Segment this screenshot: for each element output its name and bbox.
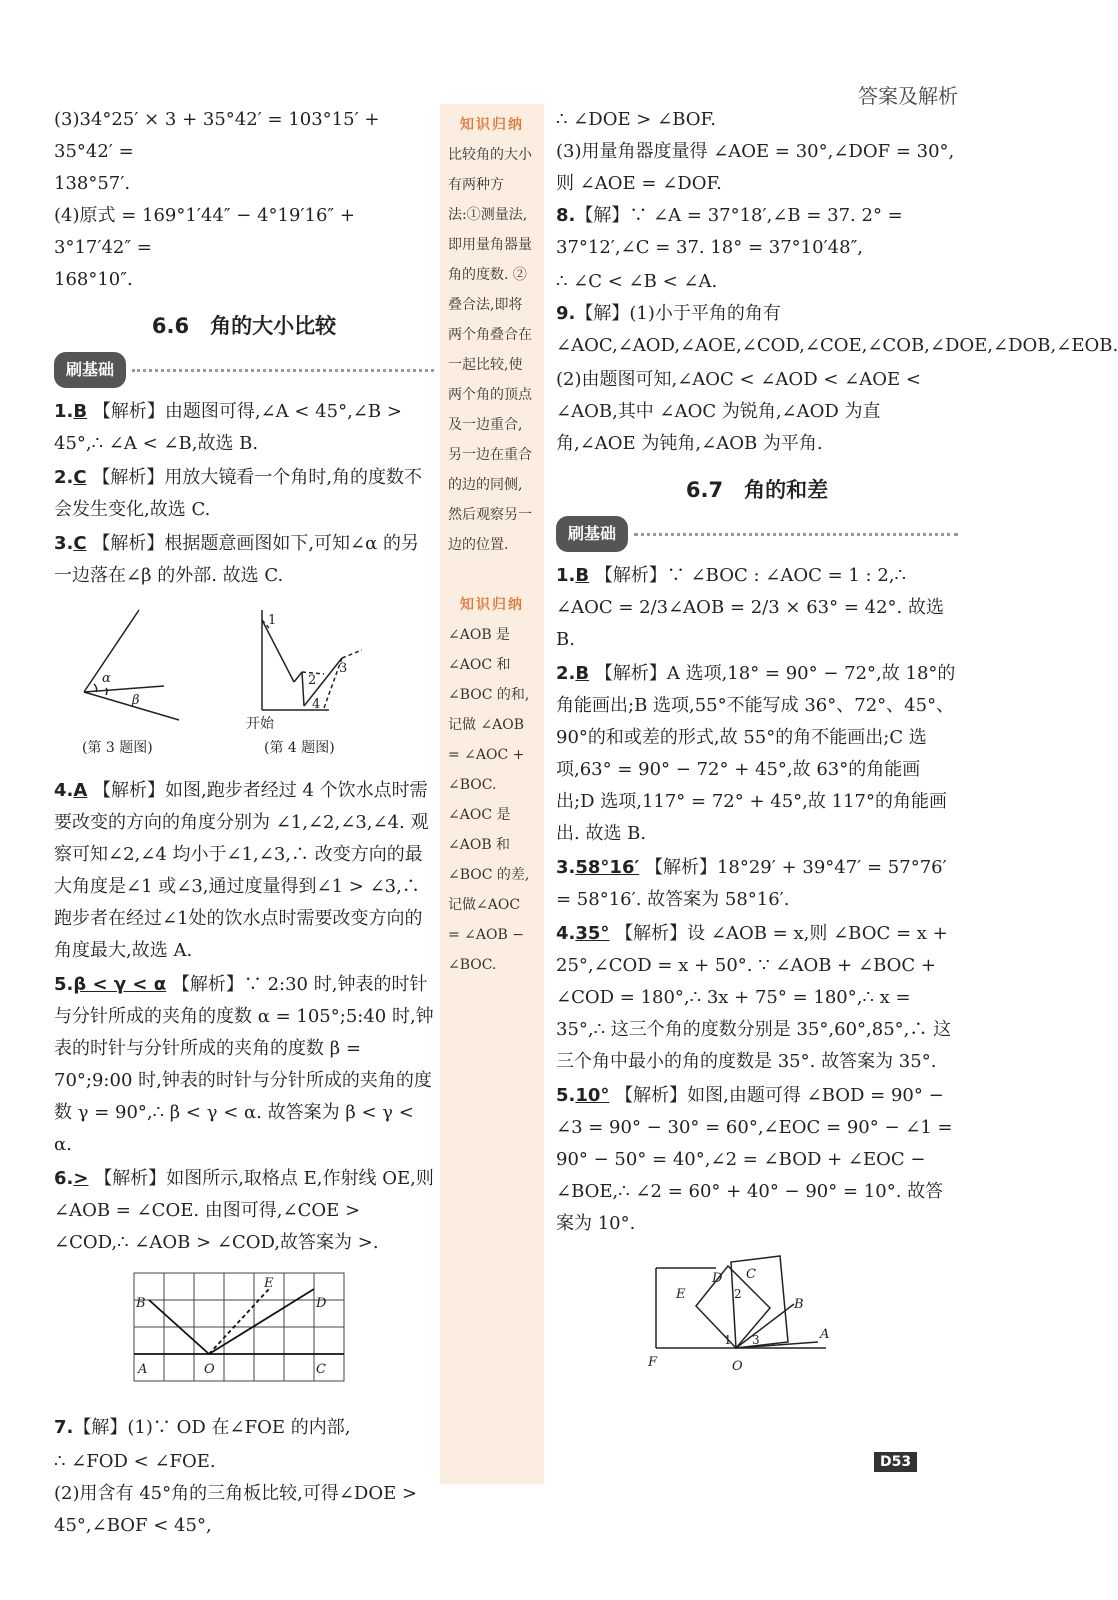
right-column bbox=[556, 104, 1118, 1395]
svg-text:D: D bbox=[712, 1271, 723, 1286]
caption-4: (第 4 题图) bbox=[264, 740, 335, 756]
left-column bbox=[54, 104, 434, 1542]
section-badge bbox=[556, 516, 958, 552]
svg-text:A: A bbox=[820, 1327, 830, 1342]
line: ∴ ∠FOD < ∠FOE. bbox=[54, 1451, 216, 1472]
svg-text:E: E bbox=[676, 1287, 686, 1302]
question-5: 5.β < γ < α 【解析】∵ 2:30 时,钟表的时针与分针所成的夹角的度数 α = 105°;5:40 时,钟表的时针与分针所成的夹角的度数 β = 70°;9:00 时,钟表的时针与分针所成的夹角的度数 γ = 90°,∴ β < γ < α. 故答案为 β < γ < α. bbox=[54, 974, 434, 1155]
figure-6-grid bbox=[54, 1267, 434, 1395]
question-1: 1.B 【解析】由题图可得,∠A < 45°,∠B > 45°,∴ ∠A < ∠B,故选 B. bbox=[54, 401, 402, 454]
line: ∴ ∠DOE > ∠BOF. bbox=[556, 109, 716, 130]
line: (3)用量角器度量得 ∠AOE = 30°,∠DOF = 30°,则 ∠AOE = ∠DOF. bbox=[556, 141, 955, 194]
question-s1: 1.B 【解析】∵ ∠BOC : ∠AOC = 1 : 2,∴ ∠AOC = 2/3∠AOB = 2/3 × 63° = 42°. 故选 B. bbox=[556, 565, 944, 650]
question-9: 9.【解】(1)小于平角的角有 ∠AOC,∠AOD,∠AOE,∠COD,∠COE,∠COB,∠DOE,∠DOB,∠EOB. bbox=[556, 303, 1118, 356]
svg-text:A: A bbox=[138, 1362, 148, 1377]
question-s2: 2.B 【解析】A 选项,18° = 90° − 72°,故 18°的角能画出;B 选项,55°不能写成 36°、72°、45°、90°的和或差的形式,故 55°的角不能画出;C 选项,63° = 90° − 72° + 45°,故 63°的角能画出;D 选项,117° = 72° + 45°,故 117°的角能画出. 故选 B. bbox=[556, 663, 956, 844]
start-label: 开始 bbox=[246, 716, 274, 732]
svg-text:4: 4 bbox=[312, 697, 321, 712]
svg-text:1: 1 bbox=[724, 1333, 732, 1347]
question-7: 7.【解】(1)∵ OD 在∠FOE 的内部, bbox=[54, 1417, 351, 1438]
question-4: 4.A 【解析】如图,跑步者经过 4 个饮水点时需要改变的方向的角度分别为 ∠1,∠2,∠3,∠4. 观察可知∠2,∠4 均小于∠1,∠3,∴ 改变方向的最大角度是∠1 或∠3,通过度量得到∠1 > ∠3,∴ 跑步者在经过∠1处的饮水点时需要改变方向的角度最大,故选 A. bbox=[54, 780, 429, 961]
line: (3)34°25′ × 3 + 35°42′ = 103°15′ + 35°42′ = bbox=[54, 109, 380, 162]
svg-text:O: O bbox=[204, 1362, 215, 1377]
knowledge-sidebar bbox=[440, 104, 544, 1484]
svg-text:O: O bbox=[732, 1359, 743, 1374]
badge-label: 刷基础 bbox=[54, 352, 126, 388]
page-number: D53 bbox=[874, 1452, 917, 1472]
page-header: 答案及解析 bbox=[858, 84, 958, 108]
sidebar-title: 知识归纳 bbox=[460, 117, 524, 133]
figure-s5 bbox=[556, 1248, 956, 1378]
section-title: 6.7 角的和差 bbox=[685, 478, 829, 502]
line: (2)由题图可知,∠AOC < ∠AOD < ∠AOE < ∠AOB,其中 ∠AOC 为锐角,∠AOD 为直角,∠AOE 为钝角,∠AOB 为平角. bbox=[556, 369, 921, 454]
line: (4)原式 = 169°1′44″ − 4°19′16″ + 3°17′42″ = bbox=[54, 205, 355, 258]
line: (2)用含有 45°角的三角板比较,可得∠DOE > 45°,∠BOF < 45°, bbox=[54, 1483, 418, 1536]
svg-text:2: 2 bbox=[308, 673, 317, 688]
question-s4: 4.35° 【解析】设 ∠AOB = x,则 ∠BOC = x + 25°,∠COD = x + 50°. ∵ ∠AOB + ∠BOC + ∠COD = 180°,∴ 3x + 75° = 180°,∴ x = 35°,∴ 这三个角的度数分别是 35°,60°,85°,∴ 这三个角中最小的角的度数是 35°. 故答案为 35°. bbox=[556, 923, 952, 1072]
sidebar-text: ∠AOB 是∠AOC 和 ∠BOC 的和,记做 ∠AOB = ∠AOC + ∠BOC. ∠AOC 是 ∠AOB 和 ∠BOC 的差,记做∠AOC = ∠AOB − ∠BOC. bbox=[448, 627, 530, 973]
svg-text:B: B bbox=[136, 1296, 146, 1311]
line: 168°10″. bbox=[54, 269, 133, 290]
svg-text:1: 1 bbox=[268, 613, 277, 628]
svg-text:D: D bbox=[316, 1296, 327, 1311]
svg-text:C: C bbox=[316, 1362, 326, 1377]
svg-text:β: β bbox=[132, 693, 140, 708]
svg-text:3: 3 bbox=[752, 1333, 760, 1347]
sidebar-title: 知识归纳 bbox=[460, 597, 524, 613]
figure-3-4 bbox=[54, 600, 434, 758]
line: ∴ ∠C < ∠B < ∠A. bbox=[556, 271, 718, 292]
svg-text:C: C bbox=[746, 1267, 756, 1282]
sidebar-text: 比较角的大小有两种方法:①测量法,即用量角器量角的度数. ②叠合法,即将两个角叠合在一起比较,使两个角的顶点及一边重合,另一边在重合的边的同侧,然后观察另一边的位置. bbox=[448, 147, 532, 553]
svg-text:B: B bbox=[794, 1297, 804, 1312]
svg-text:2: 2 bbox=[734, 1287, 742, 1301]
question-6: 6.> 【解析】如图所示,取格点 E,作射线 OE,则 ∠AOB = ∠COE. 由图可得,∠COE > ∠COD,∴ ∠AOB > ∠COD,故答案为 >. bbox=[54, 1168, 434, 1253]
svg-text:E: E bbox=[264, 1276, 274, 1291]
section-badge bbox=[54, 352, 434, 388]
question-s5: 5.10° 【解析】如图,由题可得 ∠BOD = 90° − ∠3 = 90° − 30° = 60°,∠EOC = 90° − ∠1 = 90° − 50° = 40°,∠2 = ∠BOD + ∠EOC − ∠BOE,∴ ∠2 = 60° + 40° − 90° = 10°. 故答案为 10°. bbox=[556, 1085, 953, 1234]
question-3: 3.C 【解析】根据题意画图如下,可知∠α 的另一边落在∠β 的外部. 故选 C. bbox=[54, 533, 420, 586]
question-2: 2.C 【解析】用放大镜看一个角时,角的度数不会发生变化,故选 C. bbox=[54, 467, 423, 520]
svg-text:3: 3 bbox=[339, 661, 348, 676]
badge-label: 刷基础 bbox=[556, 516, 628, 552]
svg-text:α: α bbox=[102, 671, 111, 686]
line: 138°57′. bbox=[54, 173, 131, 194]
question-s3: 3.58°16′ 【解析】18°29′ + 39°47′ = 57°76′ = 58°16′. 故答案为 58°16′. bbox=[556, 857, 947, 910]
section-title: 6.6 角的大小比较 bbox=[151, 314, 337, 338]
svg-text:F: F bbox=[648, 1355, 658, 1370]
caption-3: (第 3 题图) bbox=[82, 740, 153, 756]
question-8: 8.【解】∵ ∠A = 37°18′,∠B = 37. 2° = 37°12′,∠C = 37. 18° = 37°10′48″, bbox=[556, 205, 903, 258]
